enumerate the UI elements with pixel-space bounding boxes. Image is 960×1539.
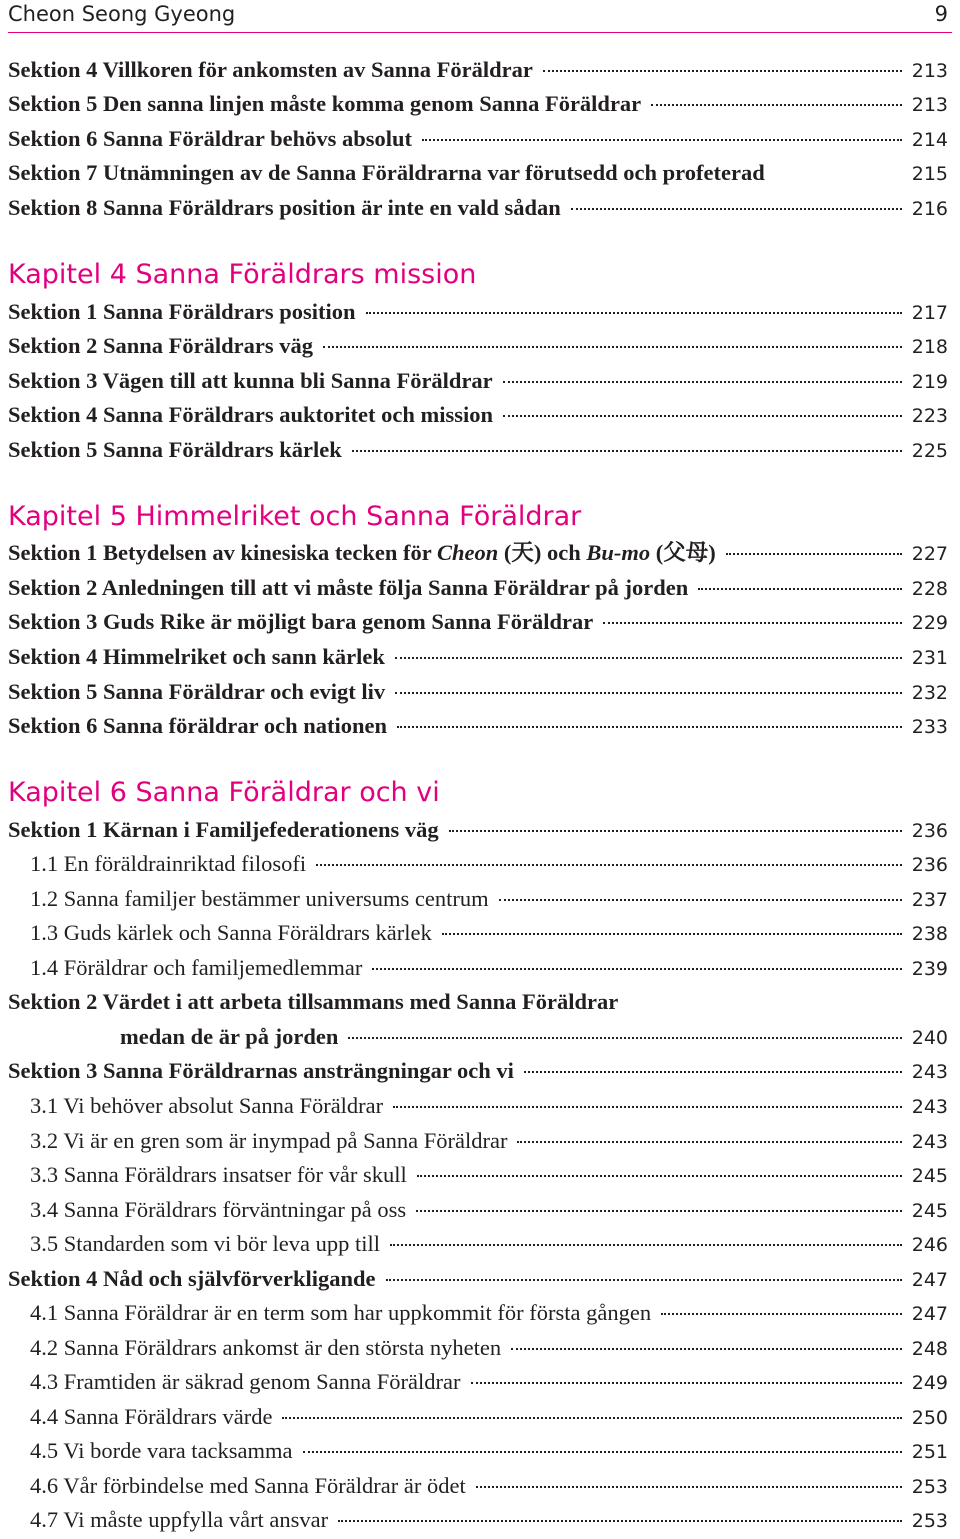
dot-leader bbox=[511, 1348, 902, 1350]
toc-entry-page: 223 bbox=[911, 405, 948, 427]
toc-entry-title: Sektion 8 Sanna Föräldrars position är inte en vald sådan bbox=[8, 195, 561, 220]
toc-entry-title: Sektion 2 Värdet i att arbeta tillsammans med Sanna Föräldrar bbox=[8, 989, 619, 1014]
toc-entry-page: 236 bbox=[911, 854, 948, 876]
toc-entry-page: 243 bbox=[911, 1096, 948, 1118]
toc-entry[interactable] bbox=[8, 193, 948, 223]
toc-entry-page: 250 bbox=[911, 1407, 948, 1429]
toc-entry-title: 4.5 Vi borde vara tacksamma bbox=[30, 1438, 293, 1463]
toc-entry-title: 4.3 Framtiden är säkrad genom Sanna Föräldrar bbox=[30, 1369, 461, 1394]
dot-leader bbox=[372, 968, 901, 970]
toc-entry[interactable] bbox=[8, 89, 948, 119]
toc-subentry[interactable] bbox=[30, 953, 948, 983]
dot-leader bbox=[499, 899, 902, 901]
toc-subentry[interactable] bbox=[30, 1298, 948, 1328]
bumo-character: (父母) bbox=[650, 540, 716, 565]
toc-entry-title: 4.1 Sanna Föräldrar är en term som har uppkommit för första gången bbox=[30, 1300, 652, 1325]
toc-entry-page: 240 bbox=[911, 1027, 948, 1049]
toc-entry-page: 247 bbox=[911, 1269, 948, 1291]
toc-subentry[interactable] bbox=[30, 1471, 948, 1501]
toc-subentry[interactable] bbox=[30, 918, 948, 948]
toc-entry-title: 4.7 Vi måste uppfylla vårt ansvar bbox=[30, 1507, 329, 1532]
toc-entry-page: 215 bbox=[911, 163, 948, 185]
dot-leader bbox=[571, 208, 902, 210]
dot-leader bbox=[316, 864, 902, 866]
toc-entry-page: 247 bbox=[911, 1303, 948, 1325]
toc-entry-title: 1.3 Guds kärlek och Sanna Föräldrars kärlek bbox=[30, 920, 432, 945]
toc-entry-title: Sektion 6 Sanna föräldrar och nationen bbox=[8, 713, 388, 738]
toc-entry-page: 236 bbox=[911, 820, 948, 842]
toc-entry-multiline[interactable] bbox=[8, 987, 948, 1017]
toc-subentry[interactable] bbox=[30, 1126, 948, 1156]
cheon-italic: Cheon bbox=[436, 540, 499, 565]
toc-entry-title bbox=[8, 538, 716, 568]
toc-entry-page: 213 bbox=[911, 60, 948, 82]
toc-entry-title: 3.5 Standarden som vi bör leva upp till bbox=[30, 1231, 380, 1256]
toc-subentry[interactable] bbox=[30, 1505, 948, 1535]
toc-entry[interactable] bbox=[8, 1056, 948, 1086]
cheon-character: (天) och bbox=[498, 540, 587, 565]
toc-entry-page: 218 bbox=[911, 336, 948, 358]
dot-leader bbox=[503, 381, 902, 383]
toc-entry-title: 4.6 Vår förbindelse med Sanna Föräldrar är ödet bbox=[30, 1473, 466, 1498]
dot-leader bbox=[471, 1382, 902, 1384]
toc-entry-title: Sektion 4 Sanna Föräldrars auktoritet och mission bbox=[8, 402, 494, 427]
toc-entry-title: medan de är på jorden bbox=[120, 1024, 339, 1049]
dot-leader bbox=[775, 173, 902, 175]
dot-leader bbox=[517, 1141, 901, 1143]
dot-leader bbox=[476, 1486, 902, 1488]
toc-subentry[interactable] bbox=[30, 1091, 948, 1121]
toc-entry-title: Sektion 3 Guds Rike är möjligt bara genom Sanna Föräldrar bbox=[8, 609, 594, 634]
toc-subentry[interactable] bbox=[30, 1333, 948, 1363]
toc-entry-page: 225 bbox=[911, 440, 948, 462]
toc-entry-page: 243 bbox=[911, 1061, 948, 1083]
dot-leader bbox=[395, 657, 902, 659]
bumo-italic: Bu-mo bbox=[586, 540, 651, 565]
dot-leader bbox=[524, 1071, 902, 1073]
toc-entry[interactable] bbox=[8, 400, 948, 430]
dot-leader bbox=[543, 70, 902, 72]
dot-leader bbox=[366, 312, 902, 314]
toc-entry-page: 227 bbox=[911, 543, 948, 565]
toc-entry[interactable] bbox=[8, 538, 948, 568]
toc-subentry[interactable] bbox=[30, 849, 948, 879]
toc-entry-title: Sektion 1 Kärnan i Familjefederationens väg bbox=[8, 817, 439, 842]
dot-leader bbox=[303, 1451, 902, 1453]
toc-entry-title: 4.2 Sanna Föräldrars ankomst är den största nyheten bbox=[30, 1335, 502, 1360]
dot-leader bbox=[390, 1244, 902, 1246]
dot-leader bbox=[417, 1175, 902, 1177]
dot-leader bbox=[698, 588, 901, 590]
title-prefix: Sektion 1 Betydelsen av kinesiska tecken för bbox=[8, 540, 437, 565]
toc-entry-title: 1.4 Föräldrar och familjemedlemmar bbox=[30, 955, 363, 980]
toc-entry-page: 245 bbox=[911, 1165, 948, 1187]
toc-subentry[interactable] bbox=[30, 1402, 948, 1432]
toc-entry[interactable] bbox=[8, 158, 948, 188]
toc-subentry[interactable] bbox=[30, 1160, 948, 1190]
toc-entry-title: Sektion 5 Sanna Föräldrar och evigt liv bbox=[8, 679, 386, 704]
toc-entry-page: 249 bbox=[911, 1372, 948, 1394]
toc-subentry[interactable] bbox=[30, 1436, 948, 1466]
toc-entry-title: 3.4 Sanna Föräldrars förväntningar på oss bbox=[30, 1197, 407, 1222]
toc-entry-page: 216 bbox=[911, 198, 948, 220]
dot-leader bbox=[282, 1417, 901, 1419]
dot-leader bbox=[603, 622, 901, 624]
toc-entry-title: Sektion 1 Sanna Föräldrars position bbox=[8, 299, 356, 324]
toc-entry-page: 253 bbox=[911, 1510, 948, 1532]
toc-entry-title: 1.1 En föräldrainriktad filosofi bbox=[30, 851, 307, 876]
toc-entry-title: Sektion 4 Himmelriket och sann kärlek bbox=[8, 644, 385, 669]
toc-entry-page: 231 bbox=[911, 647, 948, 669]
toc-entry[interactable] bbox=[8, 1264, 948, 1294]
toc-entry-title: Sektion 5 Sanna Föräldrars kärlek bbox=[8, 437, 342, 462]
toc-entry-page: 217 bbox=[911, 302, 948, 324]
toc-entry-title: Sektion 3 Vägen till att kunna bli Sanna Föräldrar bbox=[8, 368, 493, 393]
toc-entry-title: 4.4 Sanna Föräldrars värde bbox=[30, 1404, 273, 1429]
dot-leader bbox=[661, 1313, 902, 1315]
toc-entry-title: Sektion 3 Sanna Föräldrarnas ansträngningar och vi bbox=[8, 1058, 514, 1083]
chapter-heading[interactable]: Kapitel 6 Sanna Föräldrar och vi bbox=[8, 777, 440, 808]
toc-entry-page: 228 bbox=[911, 578, 948, 600]
toc-entry-page: 243 bbox=[911, 1131, 948, 1153]
toc-entry-page: 229 bbox=[911, 612, 948, 634]
toc-entry[interactable] bbox=[8, 573, 948, 603]
toc-entry[interactable] bbox=[8, 297, 948, 327]
dot-leader bbox=[416, 1210, 902, 1212]
toc-entry[interactable] bbox=[8, 711, 948, 741]
toc-entry[interactable] bbox=[8, 124, 948, 154]
toc-entry[interactable] bbox=[8, 55, 948, 85]
toc-entry-title: Sektion 7 Utnämningen av de Sanna Föräldrarna var förutsedd och profeterad bbox=[8, 160, 765, 185]
page-number: 9 bbox=[934, 2, 948, 26]
toc-entry-page: 251 bbox=[911, 1441, 948, 1463]
toc-entry[interactable] bbox=[8, 677, 948, 707]
dot-leader bbox=[352, 450, 902, 452]
toc-entry-page: 233 bbox=[911, 716, 948, 738]
toc-entry-title: 3.2 Vi är en gren som är inympad på Sanna Föräldrar bbox=[30, 1128, 508, 1153]
chapter-heading[interactable]: Kapitel 5 Himmelriket och Sanna Föräldrar bbox=[8, 501, 582, 532]
toc-entry-title: Sektion 4 Villkoren för ankomsten av Sanna Föräldrar bbox=[8, 57, 533, 82]
toc-entry[interactable] bbox=[8, 331, 948, 361]
toc-entry-page: 238 bbox=[911, 923, 948, 945]
toc-entry-continuation[interactable] bbox=[120, 1022, 948, 1052]
dot-leader bbox=[503, 415, 902, 417]
toc-entry-title: 1.2 Sanna familjer bestämmer universums centrum bbox=[30, 886, 489, 911]
toc-entry-page: 213 bbox=[911, 94, 948, 116]
toc-entry-title: Sektion 2 Sanna Föräldrars väg bbox=[8, 333, 314, 358]
dot-leader bbox=[422, 139, 902, 141]
dot-leader bbox=[395, 692, 902, 694]
toc-entry-page: 248 bbox=[911, 1338, 948, 1360]
toc-subentry[interactable] bbox=[30, 1195, 948, 1225]
toc-entry-page: 214 bbox=[911, 129, 948, 151]
toc-entry-page: 246 bbox=[911, 1234, 948, 1256]
dot-leader bbox=[393, 1106, 902, 1108]
toc-entry-title: 3.3 Sanna Föräldrars insatser för vår skull bbox=[30, 1162, 407, 1187]
toc-entry-page: 219 bbox=[911, 371, 948, 393]
toc-subentry[interactable] bbox=[30, 1229, 948, 1259]
book-title: Cheon Seong Gyeong bbox=[8, 2, 236, 26]
toc-entry[interactable] bbox=[8, 607, 948, 637]
toc-entry-page: 253 bbox=[911, 1476, 948, 1498]
toc-entry-page: 237 bbox=[911, 889, 948, 911]
dot-leader bbox=[442, 933, 902, 935]
dot-leader bbox=[449, 830, 902, 832]
toc-entry-title: Sektion 2 Anledningen till att vi måste följa Sanna Föräldrar på jorden bbox=[8, 575, 689, 600]
toc-entry[interactable] bbox=[8, 642, 948, 672]
toc-entry-title: 3.1 Vi behöver absolut Sanna Föräldrar bbox=[30, 1093, 384, 1118]
dot-leader bbox=[338, 1520, 902, 1522]
dot-leader bbox=[726, 553, 902, 555]
toc-entry-page: 239 bbox=[911, 958, 948, 980]
toc-subentry[interactable] bbox=[30, 1367, 948, 1397]
dot-leader bbox=[323, 346, 902, 348]
toc-entry-page: 245 bbox=[911, 1200, 948, 1222]
toc-entry[interactable] bbox=[8, 815, 948, 845]
toc-entry-title: Sektion 6 Sanna Föräldrar behövs absolut bbox=[8, 126, 413, 151]
dot-leader bbox=[651, 104, 902, 106]
toc-entry-title: Sektion 4 Nåd och självförverkligande bbox=[8, 1266, 376, 1291]
toc-entry-page: 232 bbox=[911, 682, 948, 704]
dot-leader bbox=[348, 1037, 901, 1039]
toc-subentry[interactable] bbox=[30, 884, 948, 914]
dot-leader bbox=[386, 1279, 902, 1281]
toc-entry-title: Sektion 5 Den sanna linjen måste komma genom Sanna Föräldrar bbox=[8, 91, 642, 116]
toc-entry[interactable] bbox=[8, 435, 948, 465]
toc-entry[interactable] bbox=[8, 366, 948, 396]
chapter-heading[interactable]: Kapitel 4 Sanna Föräldrars mission bbox=[8, 259, 477, 290]
dot-leader bbox=[397, 726, 902, 728]
